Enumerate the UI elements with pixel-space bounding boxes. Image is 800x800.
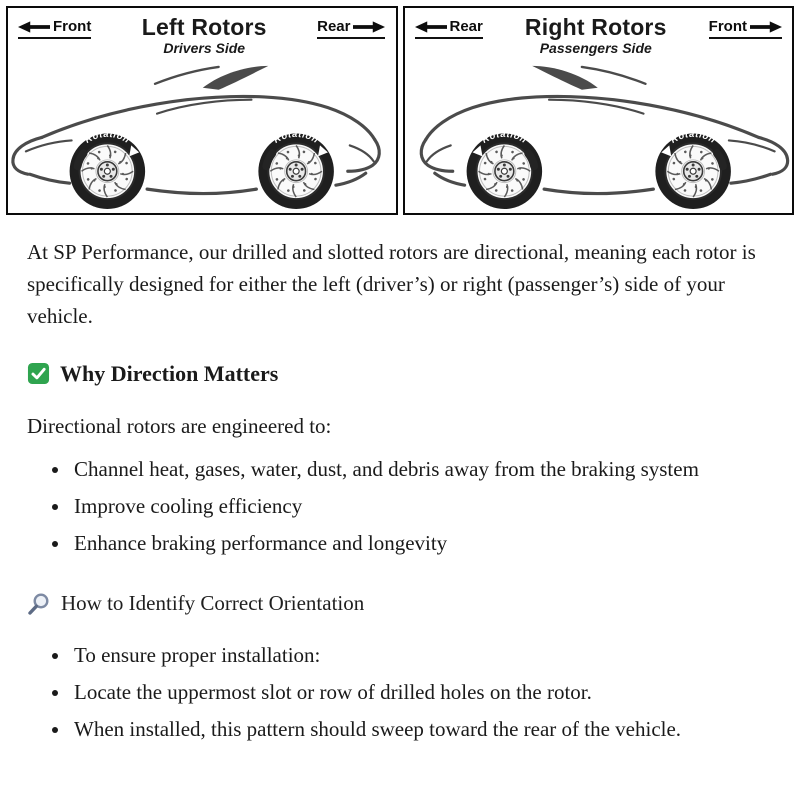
rear-direction-label <box>415 18 483 39</box>
bullet-item: • Improve cooling efficiency <box>71 491 773 523</box>
car-illustration-left <box>8 54 396 213</box>
arrow-right-icon <box>750 21 782 33</box>
rotation-label: Rotation <box>667 128 718 146</box>
direction-text: Front <box>708 18 747 35</box>
heading-text: How to Identify Correct Orientation <box>61 591 365 616</box>
arrow-right-icon <box>353 21 385 33</box>
intro-paragraph: At SP Performance, our drilled and slotted rotors are directional, meaning each rotor is specifically designed for either the left (driver’s) or right (passenger’s) side of your vehicle. <box>27 240 756 329</box>
rotation-label: Rotation <box>479 128 529 146</box>
left-rotors-panel <box>6 6 398 215</box>
front-direction-label <box>709 18 782 39</box>
panel-title: Right Rotors <box>524 14 667 40</box>
arrow-left-icon <box>415 21 447 33</box>
panel-subtitle: Drivers Side <box>163 39 246 56</box>
section-heading-identify-orientation <box>27 588 773 620</box>
direction-text: Rear <box>449 18 483 35</box>
direction-text: Rear <box>317 18 351 35</box>
rotor-direction-diagram <box>0 0 800 215</box>
check-icon <box>27 362 50 385</box>
panel-title: Left Rotors <box>141 14 267 40</box>
article <box>0 215 800 769</box>
panel-subtitle: Passengers Side <box>539 39 652 56</box>
right-rotors-panel <box>403 6 795 215</box>
bullet-item: • Locate the uppermost slot or row of drilled holes on the rotor. <box>71 677 773 709</box>
panel-title-block <box>142 15 267 56</box>
section-heading-why-direction-matters <box>27 357 773 390</box>
bullet-item: • To ensure proper installation: <box>71 640 773 672</box>
why-lead-text: Directional rotors are engineered to: <box>27 413 332 438</box>
bullet-item: • Enhance braking performance and longevity <box>71 528 773 560</box>
bullet-item: • Channel heat, gases, water, dust, and debris away from the braking system <box>71 454 773 486</box>
heading-text: Why Direction Matters <box>60 361 279 387</box>
panel-header <box>8 8 396 56</box>
rotation-label: Rotation <box>271 128 321 146</box>
identify-bullet-list <box>27 640 773 746</box>
panel-title-block <box>525 15 667 56</box>
rotation-label: Rotation <box>82 128 133 146</box>
magnifier-icon <box>27 592 51 616</box>
front-direction-label <box>18 18 91 39</box>
direction-text: Front <box>53 18 92 35</box>
panel-header <box>405 8 793 56</box>
rear-direction-label <box>317 18 385 39</box>
why-bullet-list <box>27 454 773 560</box>
arrow-left-icon <box>18 21 50 33</box>
bullet-item: • When installed, this pattern should sweep toward the rear of the vehicle. <box>71 714 773 746</box>
car-illustration-right <box>405 54 793 213</box>
